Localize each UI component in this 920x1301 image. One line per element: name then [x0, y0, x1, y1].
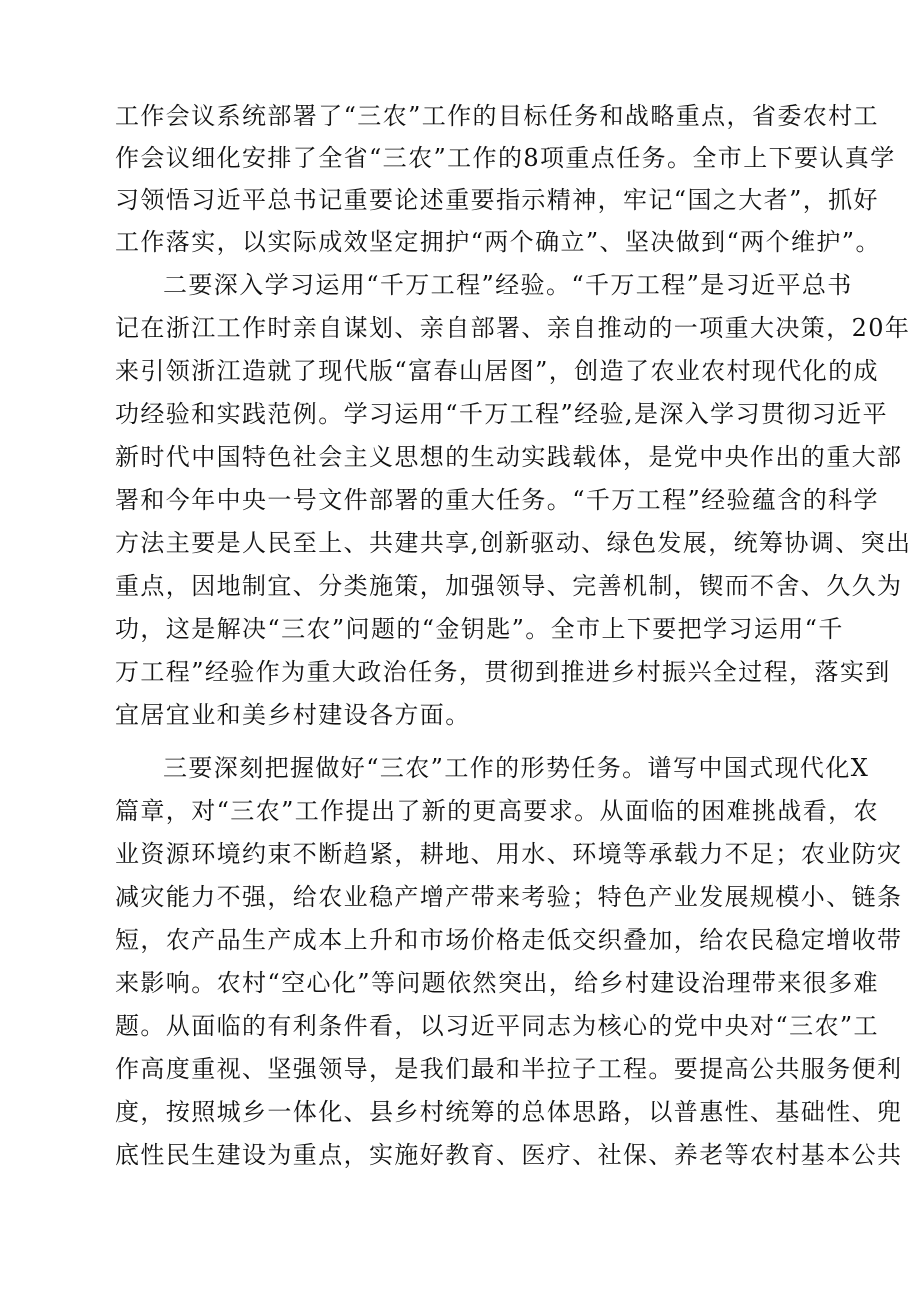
text-line: 功经验和实践范例。学习运用“千万工程”经验,是深入学习贯彻习近平	[115, 400, 888, 428]
text-line: 新时代中国特色社会主义思想的生动实践载体，是党中央作出的重大部	[115, 443, 903, 471]
text-line: 作会议细化安排了全省“三农”工作的8项重点任务。全市上下要认真学	[115, 144, 896, 172]
text-line: 短，农产品生产成本上升和市场价格走低交织叠加，给农民稳定增收带	[115, 926, 903, 954]
text-line: 习领悟习近平总书记重要论述重要指示精神，牢记“国之大者”，抓好	[115, 186, 879, 214]
text-line: 题。从面临的有利条件看，以习近平同志为核心的党中央对“三农”工	[115, 1012, 879, 1040]
text-line: 宜居宜业和美乡村建设各方面。	[115, 701, 471, 729]
text-line: 功，这是解决“三农”问题的“金钥匙”。全市上下要把学习运用“千	[115, 615, 844, 643]
text-line: 来影响。农村“空心化”等问题依然突出，给乡村建设治理带来很多难	[115, 969, 879, 997]
text-line: 作高度重视、坚强领导，是我们最和半拉子工程。要提高公共服务便利	[115, 1055, 903, 1083]
paragraph-3-first-line: 三要深刻把握做好“三农”工作的形势任务。谱写中国式现代化X	[163, 754, 870, 782]
text-line: 减灾能力不强，给农业稳产增产带来考验；特色产业发展规模小、链条	[115, 883, 903, 911]
text-line: 万工程”经验作为重大政治任务，贯彻到推进乡村振兴全过程，落实到	[115, 658, 891, 686]
text-line: 署和今年中央一号文件部署的重大任务。“千万工程”经验蕴含的科学	[115, 486, 879, 514]
text-line: 方法主要是人民至上、共建共享,创新驱动、绿色发展，统筹协调、突出	[115, 529, 912, 557]
text-line: 篇章，对“三农”工作提出了新的更高要求。从面临的困难挑战看，农	[115, 797, 879, 825]
paragraph-2-first-line: 二要深入学习运用“千万工程”经验。“千万工程”是习近平总书	[163, 271, 853, 299]
text-line: 工作落实，以实际成效坚定拥护“两个确立”、坚决做到“两个维护”。	[115, 228, 881, 256]
text-line: 业资源环境约束不断趋紧，耕地、用水、环境等承载力不足；农业防灾	[115, 840, 903, 868]
text-line: 记在浙江工作时亲自谋划、亲自部署、亲自推动的一项重大决策，20年	[115, 314, 911, 342]
text-line: 度，按照城乡一体化、县乡村统筹的总体思路，以普惠性、基础性、兜	[115, 1098, 903, 1126]
text-line: 工作会议系统部署了“三农”工作的目标任务和战略重点，省委农村工	[115, 102, 879, 130]
text-line: 底性民生建设为重点，实施好教育、医疗、社保、养老等农村基本公共	[115, 1141, 903, 1169]
text-line: 来引领浙江造就了现代版“富春山居图”，创造了农业农村现代化的成	[115, 357, 879, 385]
text-line: 重点，因地制宜、分类施策，加强领导、完善机制，锲而不舍、久久为	[115, 572, 903, 600]
